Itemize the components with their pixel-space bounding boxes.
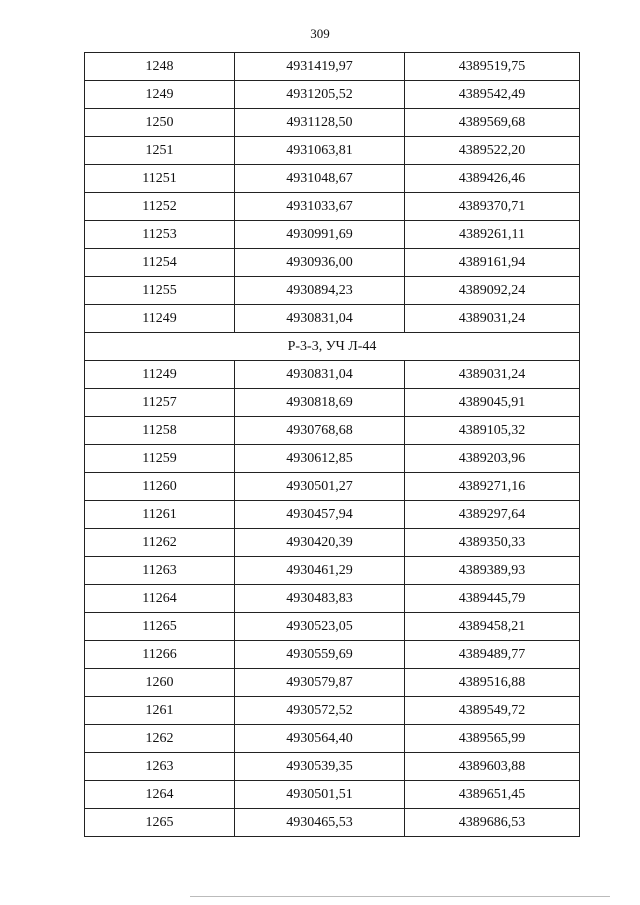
y-coordinate-cell: 4389031,24 [405, 305, 580, 333]
y-coordinate-cell: 4389031,24 [405, 361, 580, 389]
x-coordinate-cell: 4930465,53 [235, 809, 405, 837]
table-row [85, 809, 580, 837]
point-number-cell: 11251 [85, 165, 235, 193]
table-row [85, 529, 580, 557]
point-number-cell: 1249 [85, 81, 235, 109]
table-row [85, 109, 580, 137]
x-coordinate-cell: 4930420,39 [235, 529, 405, 557]
table-row [85, 613, 580, 641]
x-coordinate-cell: 4930831,04 [235, 305, 405, 333]
y-coordinate-cell: 4389370,71 [405, 193, 580, 221]
y-coordinate-cell: 4389549,72 [405, 697, 580, 725]
table-row [85, 445, 580, 473]
point-number-cell: 11260 [85, 473, 235, 501]
table-row [85, 193, 580, 221]
table-row [85, 53, 580, 81]
y-coordinate-cell: 4389203,96 [405, 445, 580, 473]
y-coordinate-cell: 4389350,33 [405, 529, 580, 557]
point-number-cell: 1261 [85, 697, 235, 725]
x-coordinate-cell: 4931063,81 [235, 137, 405, 165]
x-coordinate-cell: 4931048,67 [235, 165, 405, 193]
point-number-cell: 11257 [85, 389, 235, 417]
table-row [85, 389, 580, 417]
table-row [85, 781, 580, 809]
table-row [85, 697, 580, 725]
y-coordinate-cell: 4389271,16 [405, 473, 580, 501]
point-number-cell: 11249 [85, 305, 235, 333]
y-coordinate-cell: 4389569,68 [405, 109, 580, 137]
x-coordinate-cell: 4930523,05 [235, 613, 405, 641]
y-coordinate-cell: 4389426,46 [405, 165, 580, 193]
x-coordinate-cell: 4930894,23 [235, 277, 405, 305]
table-row [85, 277, 580, 305]
point-number-cell: 11264 [85, 585, 235, 613]
point-number-cell: 1251 [85, 137, 235, 165]
y-coordinate-cell: 4389297,64 [405, 501, 580, 529]
point-number-cell: 1260 [85, 669, 235, 697]
x-coordinate-cell: 4930818,69 [235, 389, 405, 417]
point-number-cell: 1265 [85, 809, 235, 837]
point-number-cell: 11261 [85, 501, 235, 529]
table-body-section-2 [85, 361, 580, 837]
y-coordinate-cell: 4389565,99 [405, 725, 580, 753]
y-coordinate-cell: 4389092,24 [405, 277, 580, 305]
table-row [85, 473, 580, 501]
point-number-cell: 11253 [85, 221, 235, 249]
table-row [85, 557, 580, 585]
x-coordinate-cell: 4930501,27 [235, 473, 405, 501]
section-header-row [85, 333, 580, 361]
y-coordinate-cell: 4389516,88 [405, 669, 580, 697]
table-row [85, 361, 580, 389]
page-number: 309 [310, 26, 330, 41]
table-row [85, 585, 580, 613]
point-number-cell: 11265 [85, 613, 235, 641]
point-number-cell: 11252 [85, 193, 235, 221]
x-coordinate-cell: 4930579,87 [235, 669, 405, 697]
y-coordinate-cell: 4389522,20 [405, 137, 580, 165]
y-coordinate-cell: 4389045,91 [405, 389, 580, 417]
x-coordinate-cell: 4931205,52 [235, 81, 405, 109]
y-coordinate-cell: 4389651,45 [405, 781, 580, 809]
point-number-cell: 11249 [85, 361, 235, 389]
y-coordinate-cell: 4389261,11 [405, 221, 580, 249]
y-coordinate-cell: 4389105,32 [405, 417, 580, 445]
y-coordinate-cell: 4389519,75 [405, 53, 580, 81]
point-number-cell: 1248 [85, 53, 235, 81]
y-coordinate-cell: 4389458,21 [405, 613, 580, 641]
table-row [85, 165, 580, 193]
table-row [85, 725, 580, 753]
x-coordinate-cell: 4930768,68 [235, 417, 405, 445]
table-row [85, 669, 580, 697]
y-coordinate-cell: 4389603,88 [405, 753, 580, 781]
x-coordinate-cell: 4931128,50 [235, 109, 405, 137]
x-coordinate-cell: 4930831,04 [235, 361, 405, 389]
point-number-cell: 1250 [85, 109, 235, 137]
point-number-cell: 11255 [85, 277, 235, 305]
x-coordinate-cell: 4930539,35 [235, 753, 405, 781]
x-coordinate-cell: 4931419,97 [235, 53, 405, 81]
table-row [85, 137, 580, 165]
point-number-cell: 1263 [85, 753, 235, 781]
point-number-cell: 11263 [85, 557, 235, 585]
table-row [85, 501, 580, 529]
x-coordinate-cell: 4930483,83 [235, 585, 405, 613]
x-coordinate-cell: 4930572,52 [235, 697, 405, 725]
point-number-cell: 1264 [85, 781, 235, 809]
table-body-section-1 [85, 53, 580, 333]
table-row [85, 753, 580, 781]
point-number-cell: 11254 [85, 249, 235, 277]
x-coordinate-cell: 4930564,40 [235, 725, 405, 753]
x-coordinate-cell: 4930991,69 [235, 221, 405, 249]
section-title: Р-3-3, УЧ Л-44 [85, 333, 580, 361]
table-row [85, 641, 580, 669]
y-coordinate-cell: 4389489,77 [405, 641, 580, 669]
x-coordinate-cell: 4930559,69 [235, 641, 405, 669]
point-number-cell: 11259 [85, 445, 235, 473]
scan-edge-line [190, 896, 610, 897]
table-row [85, 221, 580, 249]
y-coordinate-cell: 4389161,94 [405, 249, 580, 277]
y-coordinate-cell: 4389686,53 [405, 809, 580, 837]
table-row [85, 81, 580, 109]
y-coordinate-cell: 4389389,93 [405, 557, 580, 585]
point-number-cell: 11266 [85, 641, 235, 669]
table-row [85, 249, 580, 277]
x-coordinate-cell: 4930461,29 [235, 557, 405, 585]
y-coordinate-cell: 4389542,49 [405, 81, 580, 109]
point-number-cell: 1262 [85, 725, 235, 753]
section-header [85, 333, 580, 361]
point-number-cell: 11262 [85, 529, 235, 557]
x-coordinate-cell: 4931033,67 [235, 193, 405, 221]
x-coordinate-cell: 4930936,00 [235, 249, 405, 277]
y-coordinate-cell: 4389445,79 [405, 585, 580, 613]
table-row [85, 417, 580, 445]
table-row [85, 305, 580, 333]
point-number-cell: 11258 [85, 417, 235, 445]
x-coordinate-cell: 4930501,51 [235, 781, 405, 809]
x-coordinate-cell: 4930457,94 [235, 501, 405, 529]
coordinates-table [84, 52, 580, 837]
x-coordinate-cell: 4930612,85 [235, 445, 405, 473]
